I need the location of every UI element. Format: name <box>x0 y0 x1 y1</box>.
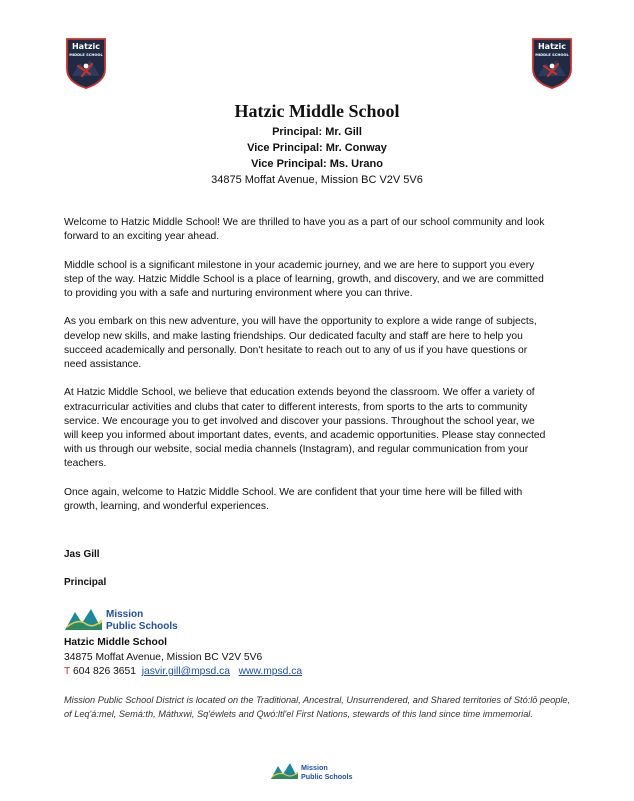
email-link[interactable]: jasvir.gill@mpsd.ca <box>141 666 230 677</box>
vice-principal-line-1: Vice Principal: Mr. Conway <box>247 142 387 154</box>
letter-paragraph: At Hatzic Middle School, we believe that education extends beyond the classroom. We offer a variety of extracurricular activities and clubs that cater to different interests, from sports to the arts to community service. We encourage you to get involved and discover your passions. Throughout the school year, we will keep you informed about important dates, events, and academic opportunities. Please stay connected with us through our website, social media channels (Instagram), and regular communication from your teachers. <box>64 387 546 470</box>
crest-text-bottom: MIDDLE SCHOOL <box>69 53 103 57</box>
crest-text-bottom: MIDDLE SCHOOL <box>535 53 569 57</box>
district-logo-line2: Public Schools <box>106 621 178 632</box>
letter-paragraph: Middle school is a significant milestone in your academic journey, and we are here to support you every step of the way. Hatzic Middle School is a place of learning, growth, and discovery, and we are committed to providing you with a safe and nurturing environment where you can thrive. <box>64 259 544 299</box>
contact-line <box>64 665 302 680</box>
district-logo-small <box>270 760 366 782</box>
contact-school-name: Hatzic Middle School <box>64 637 167 648</box>
school-title: Hatzic Middle School <box>234 101 400 121</box>
principal-line: Principal: Mr. Gill <box>272 126 362 138</box>
school-crest-left <box>64 36 108 90</box>
website-link[interactable]: www.mpsd.ca <box>238 666 303 677</box>
district-logo-small-line2: Public Schools <box>301 772 353 781</box>
letter-paragraph: Welcome to Hatzic Middle School! We are thrilled to have you as a part of our school community and look forward to an exciting year ahead. <box>64 217 545 243</box>
district-logo-small-line1: Mission <box>301 763 328 772</box>
signature-name: Jas Gill <box>64 549 100 560</box>
letter-paragraph: Once again, welcome to Hatzic Middle School. We are confident that your time here will be filled with growth, learning, and wonderful experiences. <box>64 486 523 512</box>
school-address: 34875 Moffat Avenue, Mission BC V2V 5V6 <box>211 174 423 186</box>
district-logo-line1: Mission <box>106 609 144 620</box>
school-crest-right <box>530 36 574 90</box>
signature-role: Principal <box>64 577 107 588</box>
phone-label: T <box>64 666 71 677</box>
letter-paragraph: As you embark on this new adventure, you will have the opportunity to explore a wide range of subjects, develop new skills, and make lasting friendships. Our dedicated faculty and staff are here to help you succeed academically and personally. Don't hesitate to reach out to any of us if you have questions or need assistance. <box>64 316 537 370</box>
district-logo <box>64 604 194 634</box>
crest-text-top: Hatzic <box>537 42 567 51</box>
crest-text-top: Hatzic <box>71 42 101 51</box>
contact-address: 34875 Moffat Avenue, Mission BC V2V 5V6 <box>64 651 263 663</box>
contact-block <box>64 636 302 680</box>
land-acknowledgement: Mission Public School District is located on the Traditional, Ancestral, Unsurrendered, and Shared territories of Stó:lō people, of Leq'á:mel, Semá:th, Máthxwi, Sq'éwlets and Qwó:ltl'el First Nations, stewards of this land since time immemorial. <box>64 695 571 719</box>
letterhead <box>0 100 634 188</box>
phone-number: 604 826 3651 <box>72 666 136 677</box>
vice-principal-line-2: Vice Principal: Ms. Urano <box>251 158 383 170</box>
letter-body <box>64 216 546 528</box>
